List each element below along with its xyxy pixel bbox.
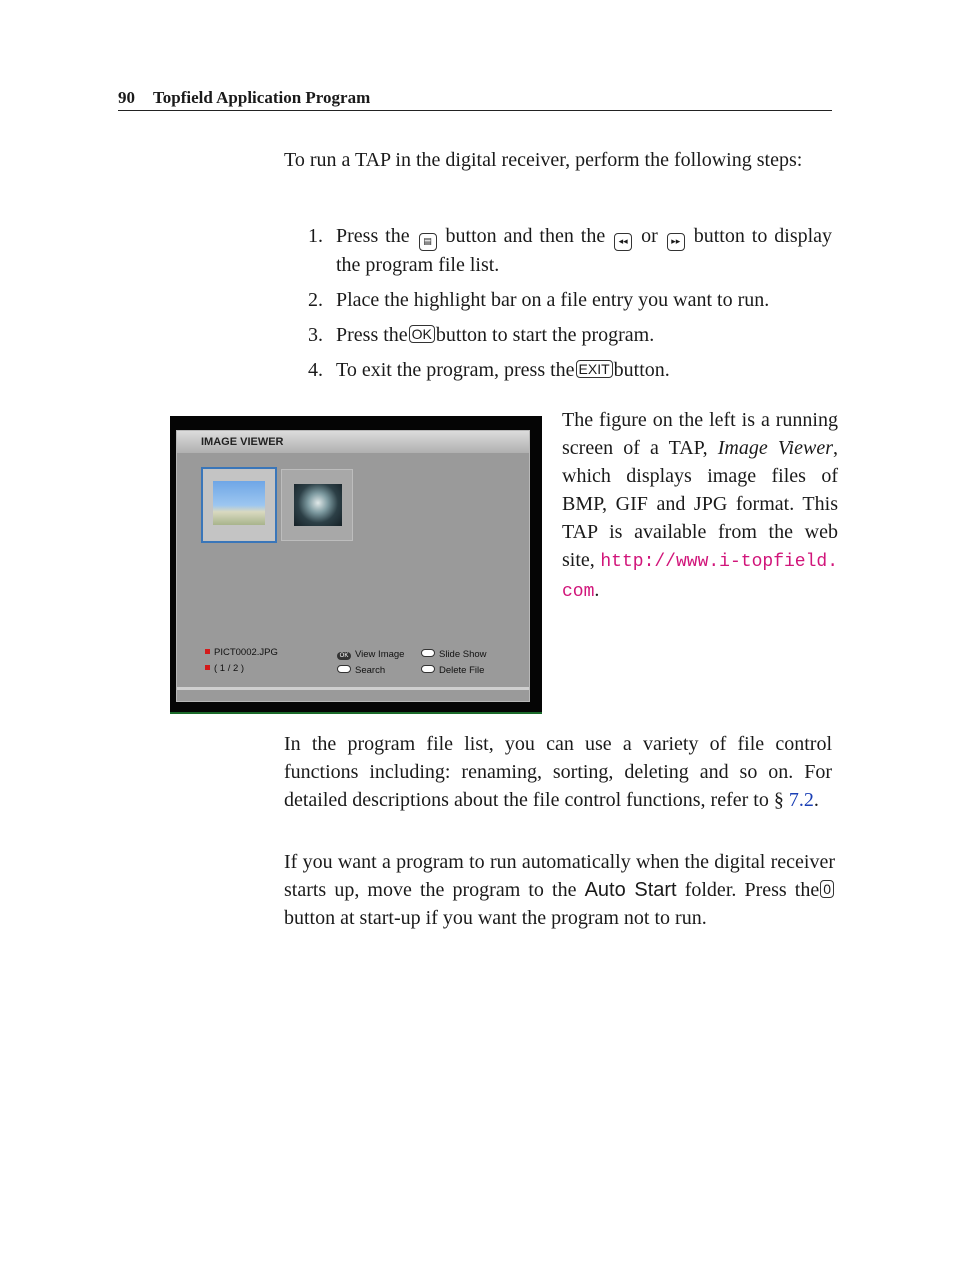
website-link[interactable]: http://www.i-topfield.com [562, 552, 838, 602]
zero-key: 0 [820, 880, 834, 898]
page-number: 90 [118, 88, 135, 107]
image-viewer-panel [176, 430, 530, 702]
bullet-icon [205, 665, 210, 670]
photo-thumbnail [294, 484, 342, 526]
file-control-paragraph: In the program file list, you can use a variety of file control functions including: renaming, sorting, deleting and so on. For detailed descriptions about the file control functions, refer to § 7.2. [284, 733, 832, 811]
figure-caption: The figure on the left is a running screen of a TAP, Image Viewer, which displays image files of BMP, GIF and JPG format. This TAP is available from the web site, http://www.i-topfield.com. [562, 409, 838, 602]
list-item: 4. To exit the program, press the EXIT button. [308, 359, 670, 381]
list-icon: ▤ [419, 233, 437, 251]
file-name-label: PICT0002.JPG [205, 647, 278, 658]
auto-start-paragraph: If you want a program to run automatically when the digital receiver starts up, move the program to the Auto Start folder. Press the 0button at start-up if you want the program not to run. [284, 851, 835, 929]
photo-thumbnail [213, 481, 265, 525]
rewind-icon: ◂◂ [614, 233, 632, 251]
ok-key: OK [409, 325, 435, 343]
fast-forward-icon: ▸▸ [667, 233, 685, 251]
ok-badge-icon: OK [337, 652, 351, 660]
section-reference-link[interactable]: 7.2 [788, 789, 814, 811]
exit-key: EXIT [576, 360, 613, 378]
list-item: 1. Press the ▤ button and then the ◂◂ or ▸▸ button to display the program file list. [308, 225, 833, 276]
file-counter-label: ( 1 / 2 ) [205, 663, 244, 674]
white-key-icon [421, 665, 435, 673]
thumbnail-selected [201, 467, 277, 543]
auto-start-folder: Auto Start [584, 879, 677, 901]
page-header [118, 86, 832, 111]
thumbnail [281, 469, 353, 541]
screen-title: IMAGE VIEWER [201, 436, 284, 448]
list-item: 2. Place the highlight bar on a file entry you want to run. [308, 289, 770, 311]
divider [170, 712, 542, 714]
slide-show-hint: Slide Show [421, 649, 487, 660]
delete-file-hint: Delete File [421, 665, 484, 676]
running-title: Topfield Application Program [153, 88, 371, 107]
divider [177, 687, 529, 690]
list-item: 3. Press the OK button to start the program. [308, 324, 655, 346]
arrow-keys-icon [337, 665, 351, 673]
steps-list [308, 222, 832, 391]
intro-paragraph: To run a TAP in the digital receiver, perform the following steps: [284, 149, 803, 171]
play-key-icon [421, 649, 435, 657]
image-viewer-screenshot [170, 416, 542, 714]
search-hint: Search [337, 665, 385, 676]
bullet-icon [205, 649, 210, 654]
view-image-hint: OK View Image [337, 649, 404, 660]
screen-title-bar [177, 431, 529, 453]
